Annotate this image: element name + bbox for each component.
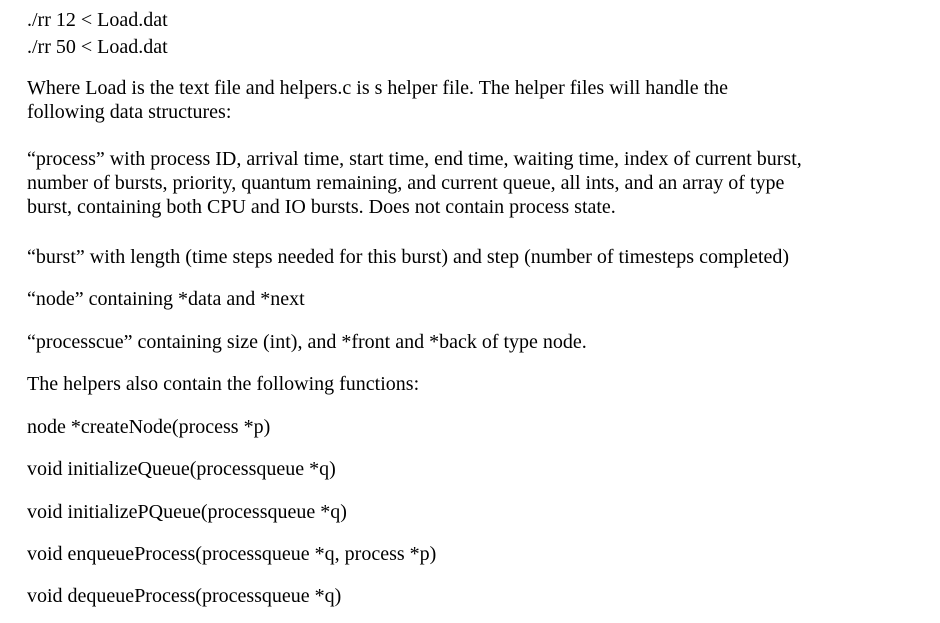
function-initialize-pqueue: void initializePQueue(processqueue *q) [27,501,347,523]
command-line-1: ./rr 12 < Load.dat [27,9,168,31]
queue-struct-line: “processcue” containing size (int), and *front and *back of type node. [27,331,587,353]
function-dequeue-process: void dequeueProcess(processqueue *q) [27,585,342,607]
functions-intro-line: The helpers also contain the following functions: [27,373,420,395]
function-initialize-queue: void initializeQueue(processqueue *q) [27,458,336,480]
function-enqueue-process: void enqueueProcess(processqueue *q, process *p) [27,543,437,565]
command-line-2: ./rr 50 < Load.dat [27,36,168,58]
intro-paragraph [27,76,907,124]
process-line-2: number of bursts, priority, quantum remaining, and current queue, all ints, and an array of type [27,172,785,194]
burst-struct-line: “burst” with length (time steps needed for this burst) and step (number of timesteps completed) [27,246,790,268]
intro-line-1: Where Load is the text file and helpers.c is s helper file. The helper files will handle the [27,77,729,99]
node-struct-line: “node” containing *data and *next [27,288,305,310]
process-line-3: burst, containing both CPU and IO bursts. Does not contain process state. [27,196,616,218]
process-struct-paragraph [27,147,907,219]
intro-line-2: following data structures: [27,101,232,123]
process-line-1: “process” with process ID, arrival time, start time, end time, waiting time, index of current burst, [27,148,802,170]
function-create-node: node *createNode(process *p) [27,416,271,438]
